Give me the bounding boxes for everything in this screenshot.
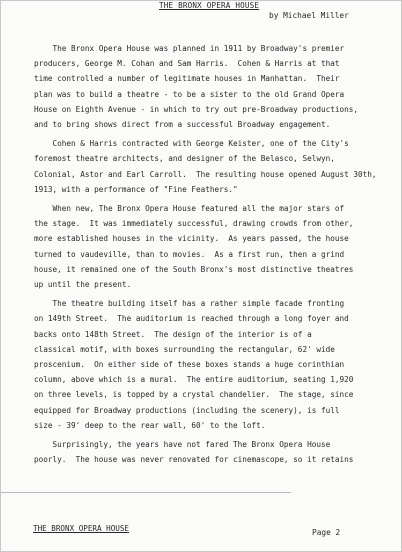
document-body [34, 41, 379, 471]
text-line: classical motif, with boxes surrounding the rectangular, 62' wide [34, 344, 335, 354]
text-line: foremost theatre architects, and designer of the Belasco, Selwyn, [34, 154, 335, 164]
text-line: House on Eighth Avenue - in which to try out pre-Broadway productions, [34, 104, 358, 114]
text-line: size - 39' deep to the rear wall, 60' to the loft. [34, 420, 266, 430]
footer-divider [1, 492, 291, 493]
text-line: more established houses in the vicinity. As years passed, the house [34, 234, 349, 244]
text-line: 1913, with a performance of "Fine Feathers." [34, 184, 238, 194]
text-line: The Bronx Opera House was planned in 1911 by Broadway's premier [34, 44, 345, 53]
text-line: plan was to build a theatre - to be a sister to the old Grand Opera [34, 89, 345, 99]
text-line: Cohen & Harris contracted with George Keister, one of the City's [34, 139, 349, 149]
text-line: The theatre building itself has a rather simple facade fronting [34, 299, 345, 309]
text-line: When new, The Bronx Opera House featured all the major stars of [34, 204, 345, 214]
text-line: house, it remained one of the South Bronx's most distinctive theatres [34, 264, 354, 274]
paragraph [34, 41, 379, 132]
text-line: equipped for Broadway productions (including the scenery), is full [34, 405, 340, 415]
page-title: THE BRONX OPERA HOUSE [159, 1, 260, 10]
text-line: backs onto 148th Street. The design of the interior is of a [34, 329, 312, 339]
text-line: turned to vaudeville, than to movies. As a first run, then a grind [34, 249, 345, 259]
paragraph [34, 296, 379, 433]
text-line: proscenium. On either side of these boxes stands a huge corinthian [34, 360, 345, 370]
text-line: up until the present. [34, 280, 132, 290]
author-byline: by Michael Miller [269, 11, 349, 20]
paragraph [34, 437, 379, 467]
page-number: Page 2 [312, 528, 341, 537]
text-line: the stage. It was immediately successful, drawing crowds from other, [34, 219, 354, 229]
text-line: and to bring shows direct from a successful Broadway engagement. [34, 120, 331, 130]
text-line: producers, George M. Cohan and Sam Harris. Cohen & Harris at that [34, 59, 340, 69]
text-line: on three levels, is topped by a crystal chandelier. The stage, since [34, 390, 354, 400]
text-line: column, above which is a mural. The entire auditorium, seating 1,920 [34, 375, 354, 385]
paragraph [34, 136, 379, 197]
text-line: Surprisingly, the years have not fared The Bronx Opera House [34, 440, 331, 450]
paragraph [34, 201, 379, 292]
text-line: on 149th Street. The auditorium is reached through a long foyer and [34, 314, 349, 324]
text-line: Colonial, Astor and Earl Carroll. The resulting house opened August 30th, [34, 169, 377, 179]
text-line: poorly. The house was never renovated for cinemascope, so it retains [34, 455, 354, 465]
text-line: time controlled a number of legitimate houses in Manhattan. Their [34, 74, 340, 84]
footer-title: THE BRONX OPERA HOUSE [33, 524, 130, 533]
